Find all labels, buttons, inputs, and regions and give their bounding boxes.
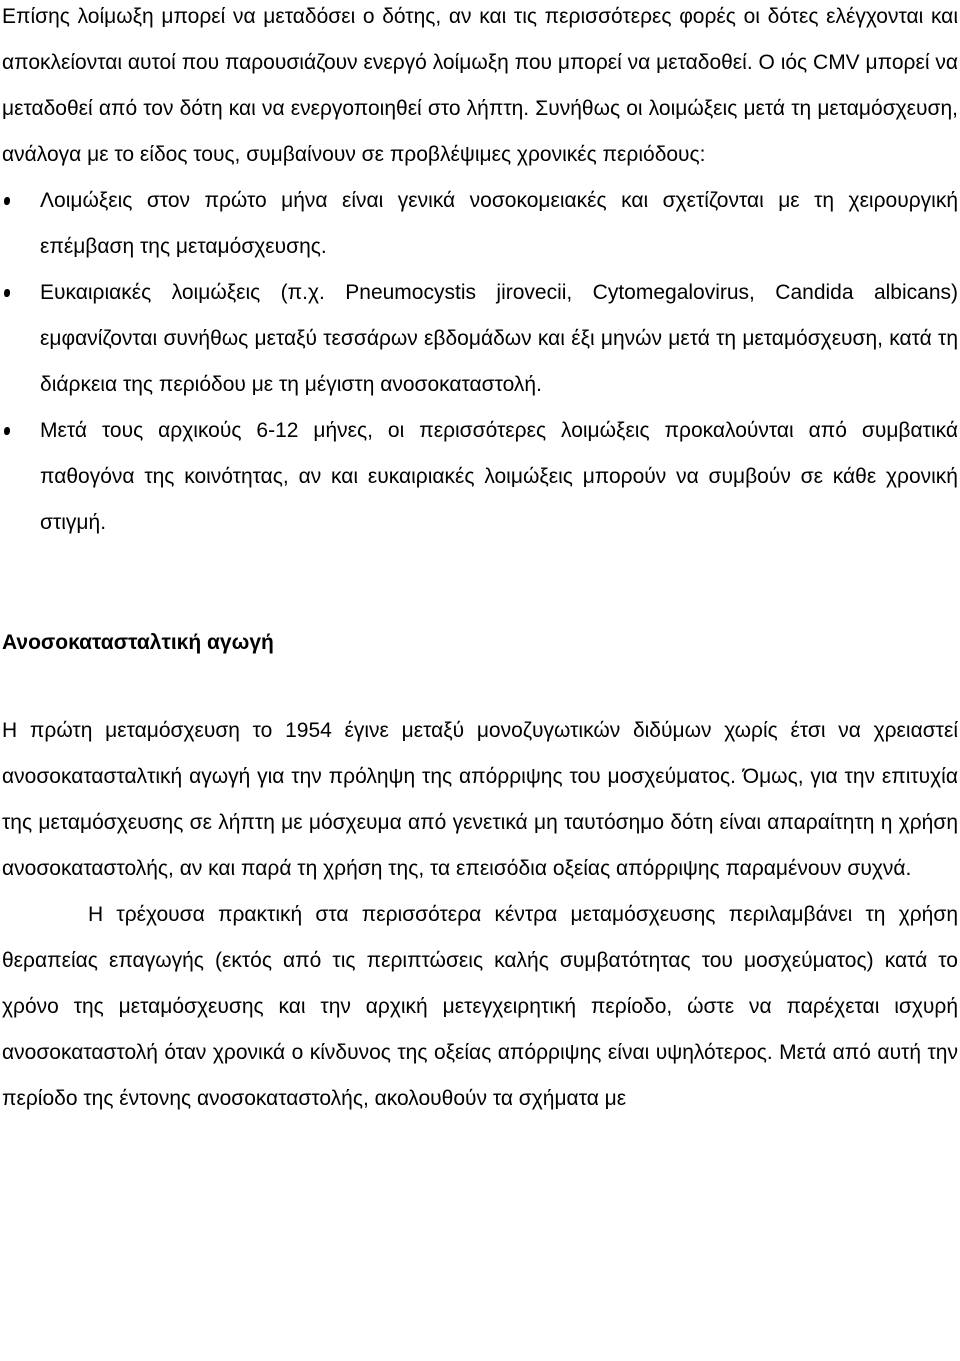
body-paragraph-1: Η πρώτη μεταμόσχευση το 1954 έγινε μεταξύ μονοζυγωτικών διδύμων χωρίς έτσι να χρειαστεί ανοσοκατασταλτική αγωγή για την πρόληψη της απόρριψης του μοσχεύματος. Όμως, για την επιτυχία της μεταμόσχευσης σε λήπτη με μόσχευμα από γενετικά μη ταυτόσημο δότη είναι απαραίτητη η χρήση ανοσοκαταστολής, αν και παρά τη χρήση της, τα επεισόδια οξείας απόρριψης παραμένουν συχνά. [2, 719, 958, 880]
list-item-text: Λοιμώξεις στον πρώτο μήνα είναι γενικά νοσοκομειακές και σχετίζονται με τη χειρουργική επέμβαση της μεταμόσχευσης. [40, 189, 958, 258]
bullet-icon [4, 427, 10, 435]
list-item-text: Μετά τους αρχικούς 6-12 μήνες, οι περισσότερες λοιμώξεις προκαλούνται από συμβατικά παθογόνα της κοινότητας, αν και ευκαιριακές λοιμώξεις μπορούν να συμβούν σε κάθε χρονική στιγμή. [40, 419, 958, 534]
list-item [2, 270, 958, 408]
bullet-icon [4, 197, 10, 205]
list-item [2, 408, 958, 546]
infection-timeline-list [2, 178, 958, 546]
list-item-text: Ευκαιριακές λοιμώξεις (π.χ. Pneumocystis jirovecii, Cytomegalovirus, Candida albicans) εμφανίζονται συνήθως μεταξύ τεσσάρων εβδομάδων και έξι μηνών μετά τη μεταμόσχευση, κατά τη διάρκεια της περιόδου με τη μέγιστη ανοσοκαταστολή. [40, 281, 958, 396]
bullet-icon [4, 289, 10, 297]
intro-paragraph: Επίσης λοίμωξη μπορεί να μεταδόσει ο δότης, αν και τις περισσότερες φορές οι δότες ελέγχονται και αποκλείονται αυτοί που παρουσιάζουν ενεργό λοίμωξη που μπορεί να μεταδοθεί. Ο ιός CMV μπορεί να μεταδοθεί από τον δότη και να ενεργοποιηθεί στο λήπτη. Συνήθως οι λοιμώξεις μετά τη μεταμόσχευση, ανάλογα με το είδος τους, συμβαίνουν σε προβλέψιμες χρονικές περιόδους: [2, 5, 958, 166]
section-heading: Ανοσοκατασταλτική αγωγή [2, 631, 274, 654]
list-item [2, 178, 958, 270]
body-paragraph-2: Η τρέχουσα πρακτική στα περισσότερα κέντρα μεταμόσχευσης περιλαμβάνει τη χρήση θεραπείας επαγωγής (εκτός από τις περιπτώσεις καλής συμβατότητας του μοσχεύματος) κατά το χρόνο της μεταμόσχευσης και την αρχική μετεγχειρητική περίοδο, ώστε να παρέχεται ισχυρή ανοσοκαταστολή όταν χρονικά ο κίνδυνος της οξείας απόρριψης είναι υψηλότερος. Μετά από αυτή την περίοδο της έντονης ανοσοκαταστολής, ακολουθούν τα σχήματα με [2, 903, 958, 1110]
